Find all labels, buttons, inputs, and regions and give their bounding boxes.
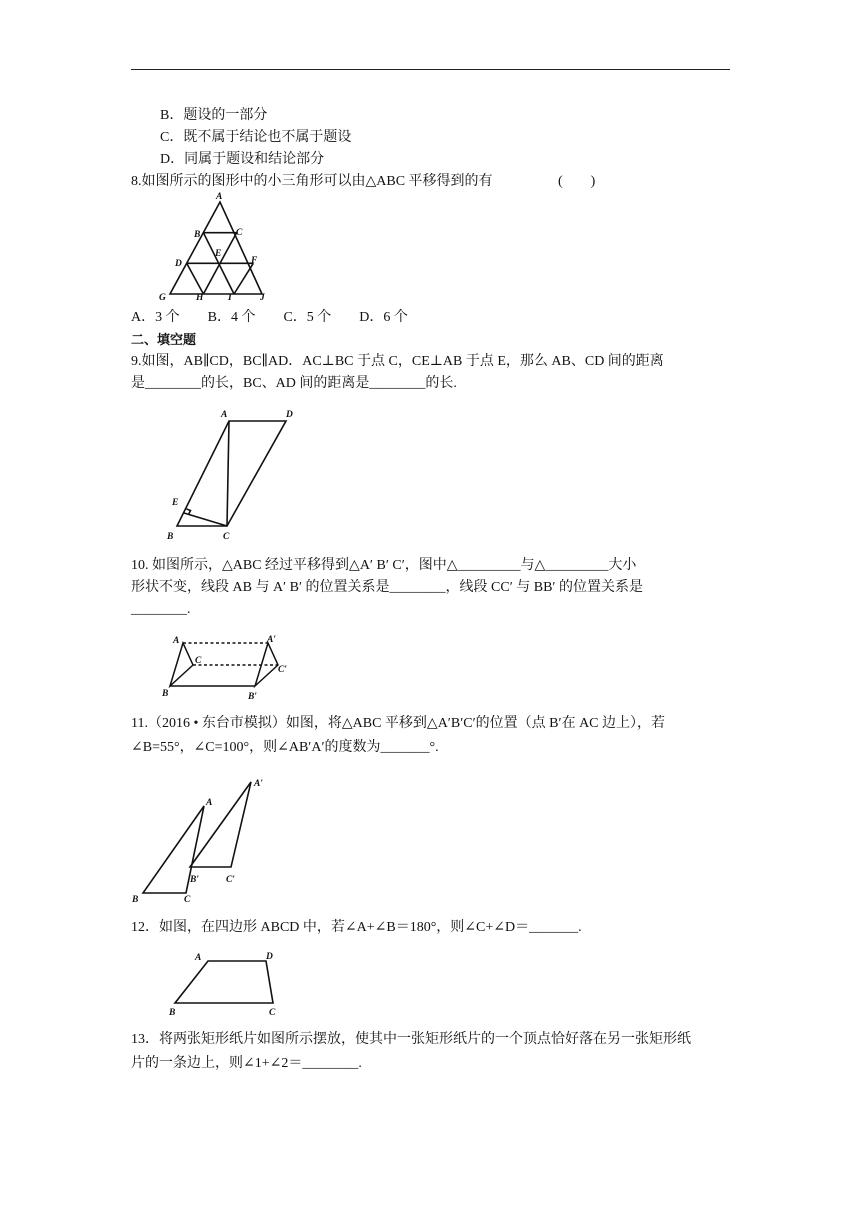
fig9-label-b: B [167,532,174,542]
section-title-fill-in: 二、填空题 [131,332,197,347]
fig8-label-j: J [260,293,265,303]
q7-option-d: D．同属于题设和结论部分 [160,152,325,167]
fig8-label-b: B [194,230,201,240]
fig12-label-d: D [266,952,273,962]
fig11-label-c-prime: C′ [226,875,236,885]
fig12-label-c: C [269,1008,276,1018]
q12-quadrilateral-figure [165,945,290,1023]
fig11-label-b-prime: B′ [190,875,200,885]
q7-option-b: B．题设的一部分 [160,108,268,123]
fig8-label-f: F [251,256,258,266]
fig8-label-g: G [159,293,166,303]
fig10-label-b-prime: B′ [248,692,258,702]
q8-answer-paren: ( ) [558,174,596,189]
q10-translation-figure [160,628,295,703]
fig11-label-a-prime: A′ [254,779,264,789]
q10-stem-line1: 10. 如图所示，△ABC 经过平移得到△A′ B′ C′，图中△_________与△_________大小 [131,558,637,573]
header-rule [131,69,730,70]
fig11-label-c: C [184,895,191,905]
fig9-label-e: E [172,498,179,508]
q8-options: A．3 个 B．4 个 C．5 个 D．6 个 [131,310,408,325]
fig8-label-c: C [236,228,243,238]
q9-parallelogram-figure [165,405,300,543]
q9-stem-line2: 是________的长，BC、AD 间的距离是________的长. [131,376,457,391]
q8-triangle-grid-figure [150,190,280,305]
fig11-label-a: A [206,798,213,808]
fig9-label-a: A [221,410,228,420]
fig10-label-c-prime: C′ [278,665,288,675]
fig10-label-b: B [162,689,169,699]
fig9-label-d: D [286,410,293,420]
q7-option-c: C．既不属于结论也不属于题设 [160,130,352,145]
fig8-label-a: A [216,192,223,202]
fig11-label-b: B [132,895,139,905]
q10-stem-line2: 形状不变，线段 AB 与 A′ B′ 的位置关系是________，线段 CC′ 与 BB′ 的位置关系是 [131,580,643,595]
fig9-label-c: C [223,532,230,542]
fig10-label-c: C [195,656,202,666]
fig8-label-i: I [228,293,232,303]
q13-stem-line2: 片的一条边上，则∠1+∠2＝________. [131,1056,362,1071]
fig10-label-a: A [173,636,180,646]
q13-stem-line1: 13．将两张矩形纸片如图所示摆放，使其中一张矩形纸片的一个顶点恰好落在另一张矩形纸 [131,1032,691,1047]
q9-stem-line1: 9.如图，AB∥CD，BC∥AD．AC⊥BC 于点 C，CE⊥AB 于点 E，那么 AB、CD 间的距离 [131,354,664,369]
q10-stem-line3: ________. [131,602,191,617]
fig12-label-a: A [195,953,202,963]
fig8-label-e: E [215,249,222,259]
q11-stem-line1: 11.（2016 • 东台市模拟）如图，将△ABC 平移到△A′B′C′的位置（点 B′在 AC 边上），若 [131,716,666,731]
fig10-label-a-prime: A′ [267,635,277,645]
q11-stem-line2: ∠B=55°，∠C=100°，则∠AB′A′的度数为_______°. [131,740,439,755]
q11-translation-figure [128,770,273,905]
fig8-label-h: H [196,293,204,303]
fig12-label-b: B [169,1008,176,1018]
q8-stem: 8.如图所示的图形中的小三角形可以由△ABC 平移得到的有 [131,174,493,189]
fig8-label-d: D [175,259,182,269]
q12-stem: 12．如图，在四边形 ABCD 中，若∠A+∠B＝180°，则∠C+∠D＝_______. [131,920,582,935]
